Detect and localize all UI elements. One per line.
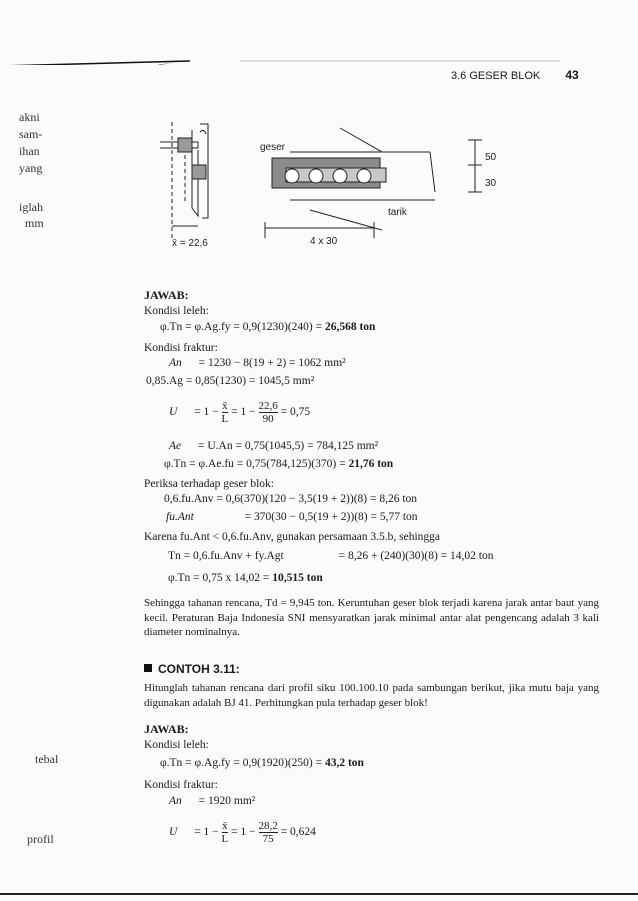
margin-note: iglah: [19, 200, 43, 214]
fracture-equation: φ.Tn = φ.Ae.fu = 0,75(784,125)(370) = 21,76 ton: [164, 458, 394, 470]
tn-line: Tn = 0,6.fu.Anv + fy.Agt = 8,26 + (240)(30)(8) = 14,02 ton: [168, 550, 494, 562]
margin-note: ihan: [19, 144, 40, 158]
ag-line: 0,85.Ag = 0,85(1230) = 1045,5 mm²: [146, 375, 315, 387]
yield-equation-2: φ.Tn = φ.Ag.fy = 0,9(1920)(250) = 43,2 ton: [160, 757, 364, 769]
bullet-square-icon: [144, 664, 152, 672]
shear-line-2: fu.Ant = 370(30 − 0,5(19 + 2))(8) = 5,77 ton: [166, 511, 418, 523]
spacing-label: 4 x 30: [310, 236, 338, 247]
yield-title-2: Kondisi leleh:: [144, 739, 209, 751]
an-line-2: An = 1920 mm²: [169, 795, 256, 807]
section-title: 3.6 GESER BLOK: [451, 70, 541, 82]
margin-note: yang: [19, 161, 43, 175]
margin-note: tebal: [35, 752, 59, 766]
because-line: Karena fu.Ant < 0,6.fu.Anv, gunakan persamaan 3.5.b, sehingga: [144, 531, 441, 543]
margin-note: profil: [27, 832, 54, 846]
tarik-label: tarik: [388, 207, 407, 218]
margin-note: mm: [25, 216, 44, 230]
ae-line: Ae = U.An = 0,75(1045,5) = 784,125 mm²: [169, 440, 379, 452]
yield-title: Kondisi leleh:: [144, 305, 209, 317]
design-strength-line: φ.Tn = 0,75 x 14,02 = 10,515 ton: [168, 572, 323, 584]
dim-50: 50: [485, 152, 497, 163]
geser-label: geser: [260, 142, 286, 153]
xbar-label: x̄ = 22,6: [172, 238, 208, 249]
example-heading: CONTOH 3.11:: [144, 662, 240, 676]
angle-section-drawing: [160, 122, 208, 238]
plate-drawing: [265, 128, 482, 238]
bottom-scan-edge: [0, 893, 638, 895]
block-shear-title: Periksa terhadap geser blok:: [144, 478, 274, 490]
yield-result: 26,568 ton: [324, 321, 376, 333]
page-number: 43: [565, 68, 579, 82]
design-strength-result: 10,515 ton: [272, 572, 323, 584]
fracture-title: Kondisi fraktur:: [144, 342, 218, 354]
u-line: U = 1 − $\frac{x̄}{L}$ = 1 − $\frac{22,6}{90}$ = 0,75: [169, 400, 311, 425]
example-text: Hitunglah tahanan rencana dari profil siku 100.100.10 pada sambungan berikut, jika mutu baja yang digunakan adalah BJ 41. Perhitungkan pula terhadap geser blok!: [144, 682, 599, 709]
scan-streak: [0, 25, 638, 65]
conclusion-paragraph: Sehingga tahanan rencana, Td = 9,945 ton. Keruntuhan geser blok terjadi karena jarak antar baut yang kecil. Peraturan Baja Indonesia SNI mensyaratkan jarak minimal antar alat pengencang adalah 3 kali diameter nominalnya.: [144, 597, 599, 638]
shear-line-1: 0,6.fu.Anv = 0,6(370)(120 − 3,5(19 + 2))(8) = 8,26 ton: [164, 493, 418, 505]
answer-heading: JAWAB:: [144, 288, 189, 302]
yield-result-2: 43,2 ton: [324, 757, 364, 769]
fracture-title-2: Kondisi fraktur:: [144, 779, 218, 791]
margin-note: akni: [19, 110, 40, 124]
yield-equation: φ.Tn = φ.Ag.fy = 0,9(1230)(240) = 26,568 ton: [160, 321, 376, 333]
an-line: An = 1230 − 8(19 + 2) = 1062 mm²: [169, 357, 346, 369]
running-header: [451, 68, 579, 82]
margin-note: sam-: [19, 127, 43, 141]
dim-30: 30: [485, 178, 497, 189]
u-line-2: U = 1 − $\frac{x̄}{L}$ = 1 − $\frac{28,2}{75}$ = 0,624: [169, 820, 316, 845]
answer-heading-2: JAWAB:: [144, 722, 189, 736]
fracture-result: 21,76 ton: [348, 458, 394, 470]
connection-figure: [130, 110, 510, 250]
